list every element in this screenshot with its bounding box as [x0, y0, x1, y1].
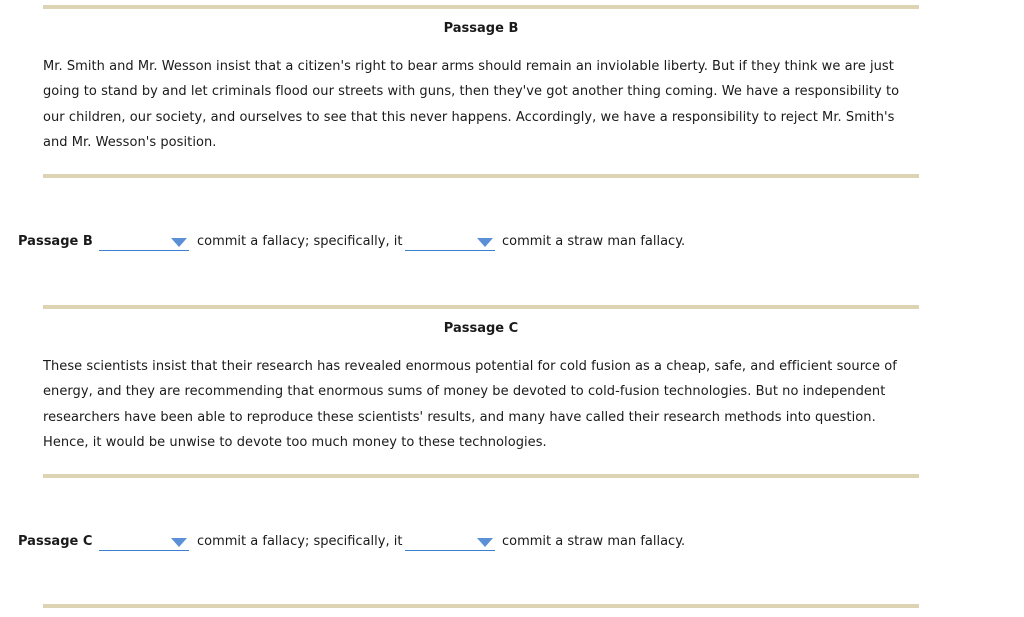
question-b-text-1: commit a fallacy; specifically, it	[197, 234, 403, 249]
question-row-b	[18, 232, 718, 252]
divider-bottom-c	[43, 474, 919, 478]
passage-c-title: Passage C	[443, 321, 519, 336]
chevron-down-icon	[171, 238, 187, 247]
divider-final	[43, 604, 919, 608]
passage-c-paragraph: These scientists insist that their research has revealed enormous potential for cold fusion as a cheap, safe, and efficient source of energy, and they are recommending that enormous sums of money be devoted to cold-fusion technologies. But no independent researchers have been able to reproduce these scientists' results, and many have called their research methods into question. Hence, it would be unwise to devote too much money to these technologies.	[43, 359, 897, 450]
divider-bottom-b	[43, 174, 919, 178]
passage-b-title: Passage B	[443, 21, 519, 36]
divider-top-c	[43, 305, 919, 309]
question-b-dropdown-1[interactable]	[99, 232, 189, 251]
passage-b-paragraph: Mr. Smith and Mr. Wesson insist that a citizen's right to bear arms should remain an inviolable liberty. But if they think we are just going to stand by and let criminals flood our streets with guns, then they've got another thing coming. We have a responsibility to our children, our society, and ourselves to see that this never happens. Accordingly, we have a responsibility to reject Mr. Smith's and Mr. Wesson's position.	[43, 59, 900, 150]
question-c-label: Passage C	[18, 534, 93, 549]
question-c-dropdown-1[interactable]	[99, 532, 189, 551]
divider-top-b	[43, 5, 919, 9]
question-c-dropdown-2[interactable]	[405, 532, 495, 551]
question-c-text-2: commit a straw man fallacy.	[502, 534, 686, 549]
question-row-c	[18, 532, 718, 552]
passage-c-text	[43, 354, 919, 455]
chevron-down-icon	[477, 238, 493, 247]
chevron-down-icon	[477, 538, 493, 547]
question-b-text-2: commit a straw man fallacy.	[502, 234, 686, 249]
question-c-text-1: commit a fallacy; specifically, it	[197, 534, 403, 549]
question-b-label: Passage B	[18, 234, 93, 249]
question-b-dropdown-2[interactable]	[405, 232, 495, 251]
chevron-down-icon	[171, 538, 187, 547]
passage-b-text	[43, 54, 919, 155]
